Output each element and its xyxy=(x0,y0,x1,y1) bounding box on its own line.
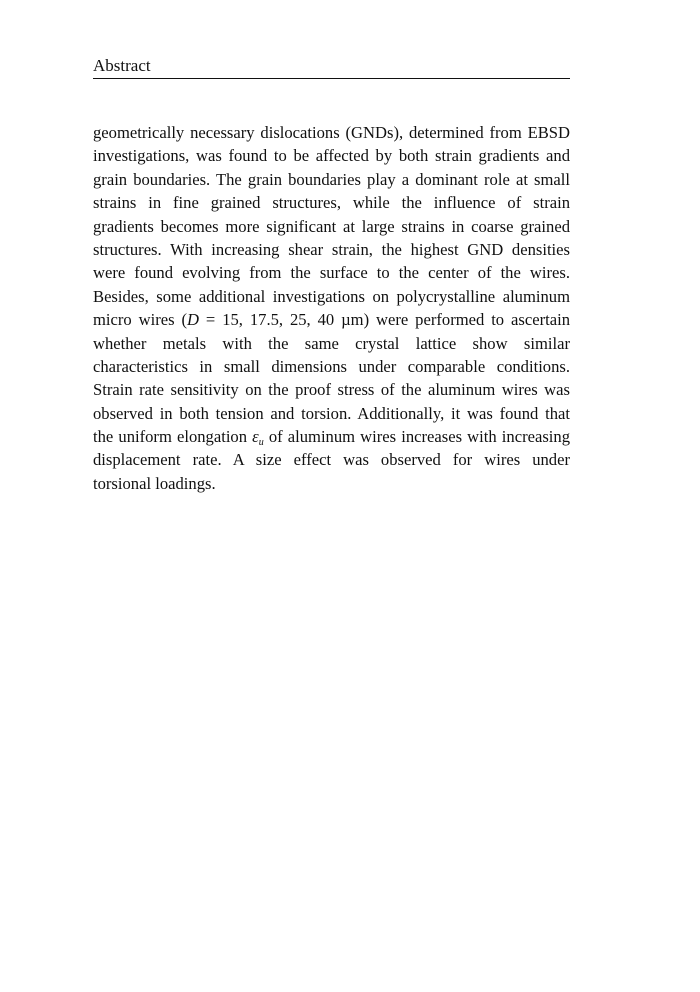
text-line: observed in both tension and torsion. Additionally, it was found that xyxy=(93,403,570,423)
text-line: grain boundaries. The grain boundaries play a dominant role at small xyxy=(93,169,570,189)
text-line: gradients becomes more significant at large strains in coarse grained xyxy=(93,216,570,236)
epsilon-subscript: u xyxy=(258,437,264,449)
text-segment: = 15, 17.5, 25, 40 µm) were performed to ascertain xyxy=(199,310,570,330)
text-line: characteristics in small dimensions under comparable conditions. xyxy=(93,356,570,376)
text-line xyxy=(93,425,570,448)
text-segment: of aluminum wires increases with increasing xyxy=(263,427,570,447)
text-line: torsional loadings. xyxy=(93,473,216,493)
text-segment: micro wires ( xyxy=(93,310,188,330)
text-line: whether metals with the same crystal lattice show similar xyxy=(93,333,570,353)
text-line: structures. With increasing shear strain, the highest GND densities xyxy=(93,239,570,259)
text-line: were found evolving from the surface to the center of the wires. xyxy=(93,263,570,283)
text-line: Besides, some additional investigations on polycrystalline aluminum xyxy=(93,286,570,306)
text-line xyxy=(93,308,570,331)
abstract-body xyxy=(93,121,570,495)
header-title: Abstract xyxy=(93,56,151,75)
diameter-variable: D xyxy=(187,310,199,330)
text-line: displacement rate. A size effect was observed for wires under xyxy=(93,450,570,470)
text-line: strains in fine grained structures, while the influence of strain xyxy=(93,193,570,213)
text-line: geometrically necessary dislocations (GNDs), determined from EBSD xyxy=(93,123,570,142)
text-line: Strain rate sensitivity on the proof stress of the aluminum wires was xyxy=(93,380,570,400)
epsilon-symbol: ε xyxy=(252,427,259,447)
text-line: investigations, was found to be affected by both strain gradients and xyxy=(93,146,570,166)
running-header xyxy=(93,56,570,79)
text-segment: the uniform elongation xyxy=(93,427,253,447)
